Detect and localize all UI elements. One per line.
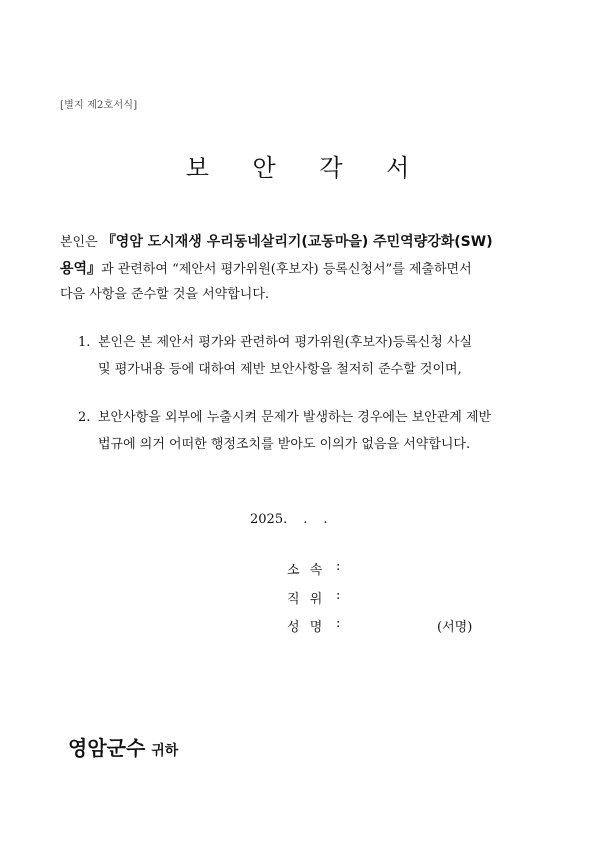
name-colon: : (336, 616, 341, 631)
intro-line-1 (60, 233, 493, 252)
affiliation-label: 소 속 (287, 563, 326, 578)
project-name-part2: 용역』 (60, 261, 102, 277)
date-year: 2025. (250, 512, 288, 527)
signature-mark: (서명) (437, 620, 473, 635)
position-label: 직 위 (287, 592, 326, 607)
intro-line-3: 다음 사항을 준수할 것을 서약합니다. (60, 287, 270, 302)
recipient-name: 영암군수 (68, 736, 146, 760)
recipient-honorific: 귀하 (151, 743, 179, 759)
affiliation-colon: : (336, 559, 341, 574)
item-1-number: 1. (78, 335, 91, 350)
document-title: 보 안 각 서 (185, 154, 428, 182)
date-month: . (303, 512, 308, 527)
form-label: [별지 제2호서식] (60, 100, 138, 111)
date-day: . (323, 512, 328, 527)
item-2-line-2: 법규에 의거 어떠한 행정조치를 받아도 이의가 없음을 서약합니다. (98, 437, 471, 452)
item-1-line-2: 및 평가내용 등에 대하여 제반 보안사항을 철저히 준수할 것이며, (98, 362, 462, 377)
project-name-part1: 『영암 도시재생 우리동네살리기(교동마을) 주민역량강화(SW) (101, 234, 493, 250)
intro-suffix: 과 관련하여 “제안서 평가위원(후보자) 등록신청서”를 제출하면서 (101, 262, 472, 277)
item-2-line-1: 보안사항을 외부에 누출시켜 문제가 발생하는 경우에는 보안관계 제반 (98, 410, 492, 425)
intro-line-2 (60, 260, 472, 279)
position-colon: : (336, 588, 341, 603)
recipient (68, 732, 178, 761)
date (250, 512, 328, 527)
item-2-number: 2. (78, 410, 91, 425)
item-1-line-1: 본인은 본 제안서 평가와 관련하여 평가위원(후보자)등록신청 사실 (98, 335, 473, 350)
intro-prefix: 본인은 (60, 235, 102, 250)
name-label: 성 명 (287, 620, 326, 635)
